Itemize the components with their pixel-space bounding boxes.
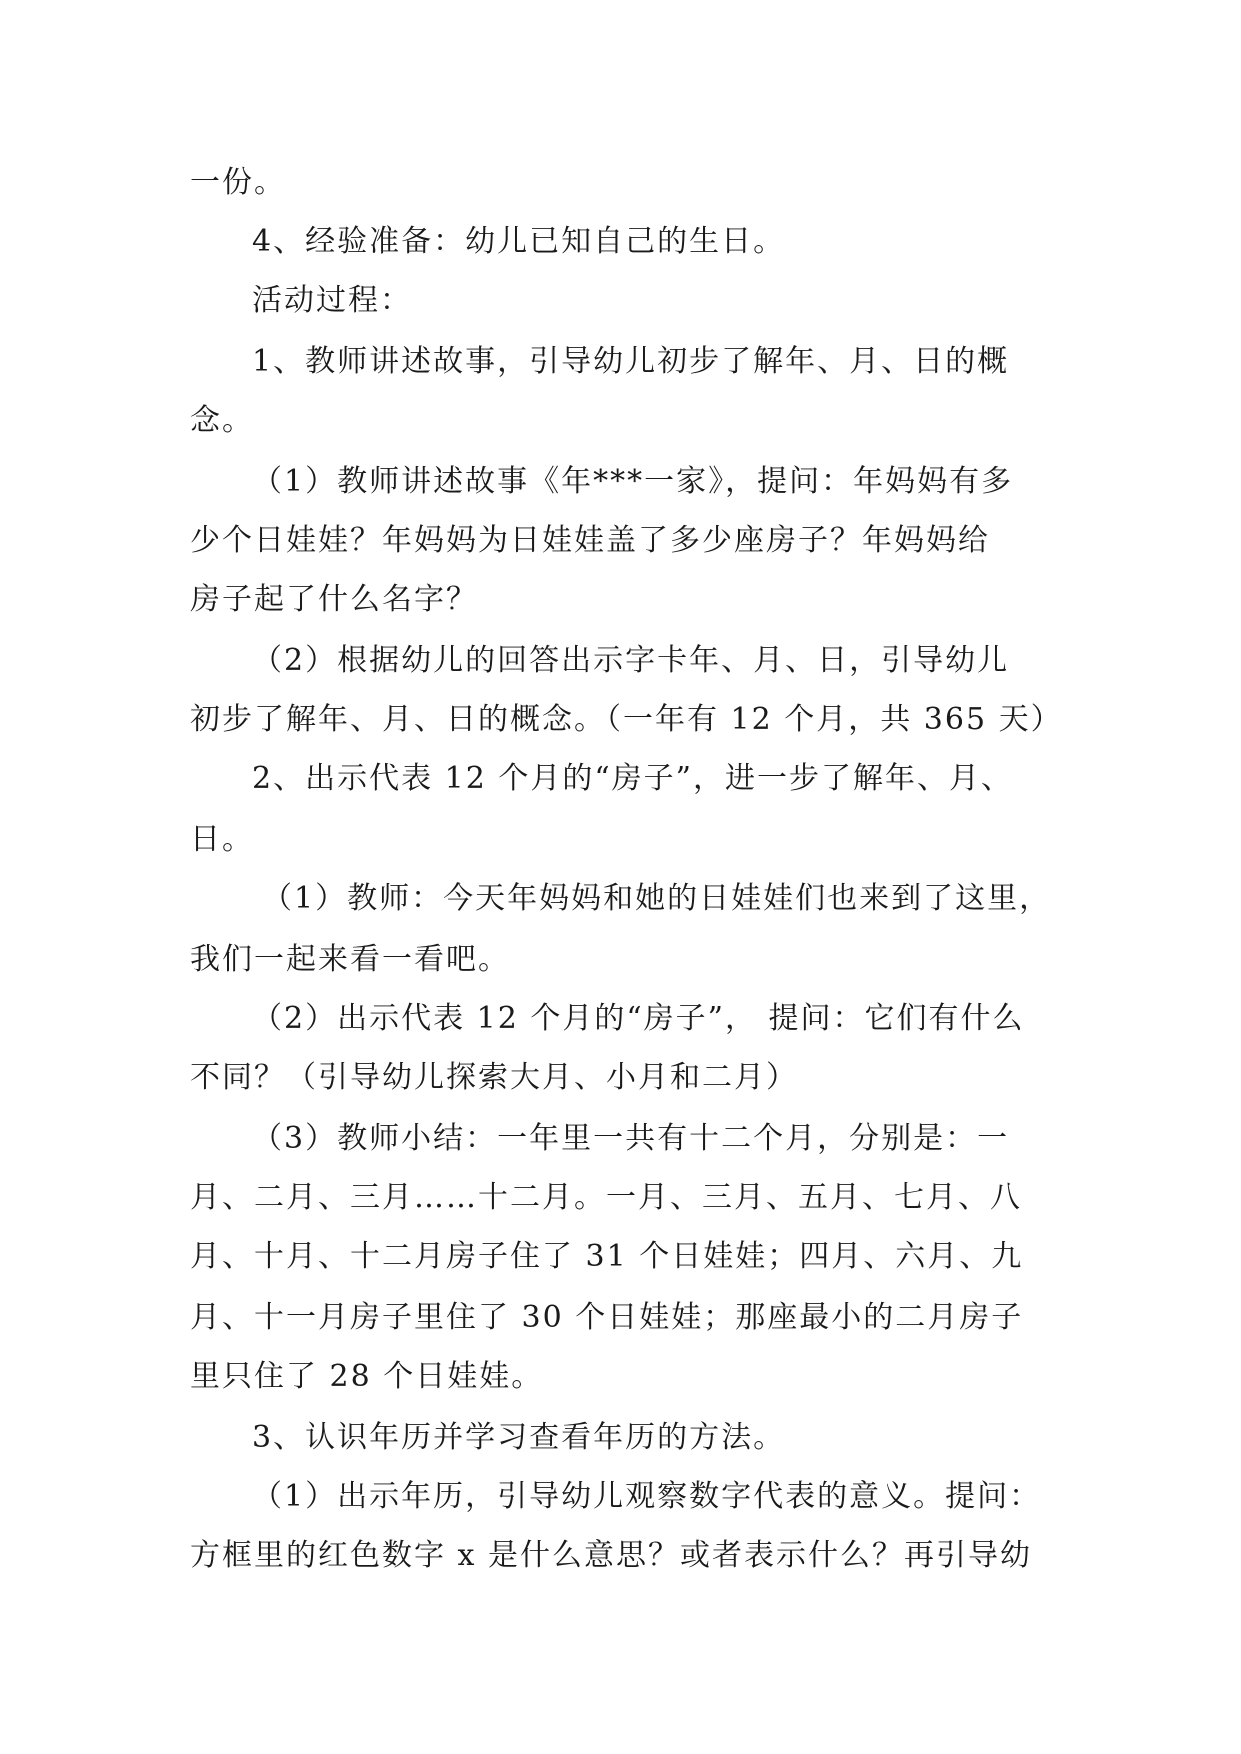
text-line: 念。 [190, 403, 254, 438]
text-line: （3）教师小结：一年里一共有十二个月，分别是：一 [252, 1121, 1010, 1156]
text-line: 活动过程： [252, 283, 412, 318]
text-line: 一份。 [190, 165, 286, 200]
text-line: 日。 [190, 822, 254, 857]
text-line: 少个日娃娃？年妈妈为日娃娃盖了多少座房子？年妈妈给 [190, 523, 990, 558]
text-line: 房子起了什么名字？ [190, 582, 478, 617]
text-line: 里只住了 28 个日娃娃。 [190, 1359, 544, 1394]
text-line: 2、出示代表 12 个月的“房子”，进一步了解年、月、 [252, 761, 1014, 796]
text-line: （1）教师讲述故事《年***一家》，提问：年妈妈有多 [252, 464, 1014, 499]
text-line: （2）根据幼儿的回答出示字卡年、月、日，引导幼儿 [252, 643, 1010, 678]
text-line: 月、二月、三月……十二月。一月、三月、五月、七月、八 [190, 1180, 1022, 1215]
text-line: 月、十一月房子里住了 30 个日娃娃；那座最小的二月房子 [190, 1300, 1024, 1335]
text-line: 方框里的红色数字 x 是什么意思？或者表示什么？再引导幼 [190, 1538, 1032, 1573]
text-line: 3、认识年历并学习查看年历的方法。 [252, 1420, 786, 1455]
text-line: 4、经验准备：幼儿已知自己的生日。 [252, 224, 786, 259]
text-line: （2）出示代表 12 个月的“房子”， 提问：它们有什么 [252, 1001, 1025, 1036]
text-line: （1）教师：今天年妈妈和她的日娃娃们也来到了这里， [262, 881, 1052, 916]
text-line: （1）出示年历，引导幼儿观察数字代表的意义。提问： [252, 1479, 1042, 1514]
text-line: 1、教师讲述故事，引导幼儿初步了解年、月、日的概 [252, 344, 1010, 379]
text-line: 我们一起来看一看吧。 [190, 942, 510, 977]
text-line: 不同？（引导幼儿探索大月、小月和二月） [190, 1060, 798, 1095]
text-line: 初步了解年、月、日的概念。（一年有 12 个月，共 365 天） [190, 702, 1063, 737]
text-line: 月、十月、十二月房子住了 31 个日娃娃；四月、六月、九 [190, 1239, 1024, 1274]
